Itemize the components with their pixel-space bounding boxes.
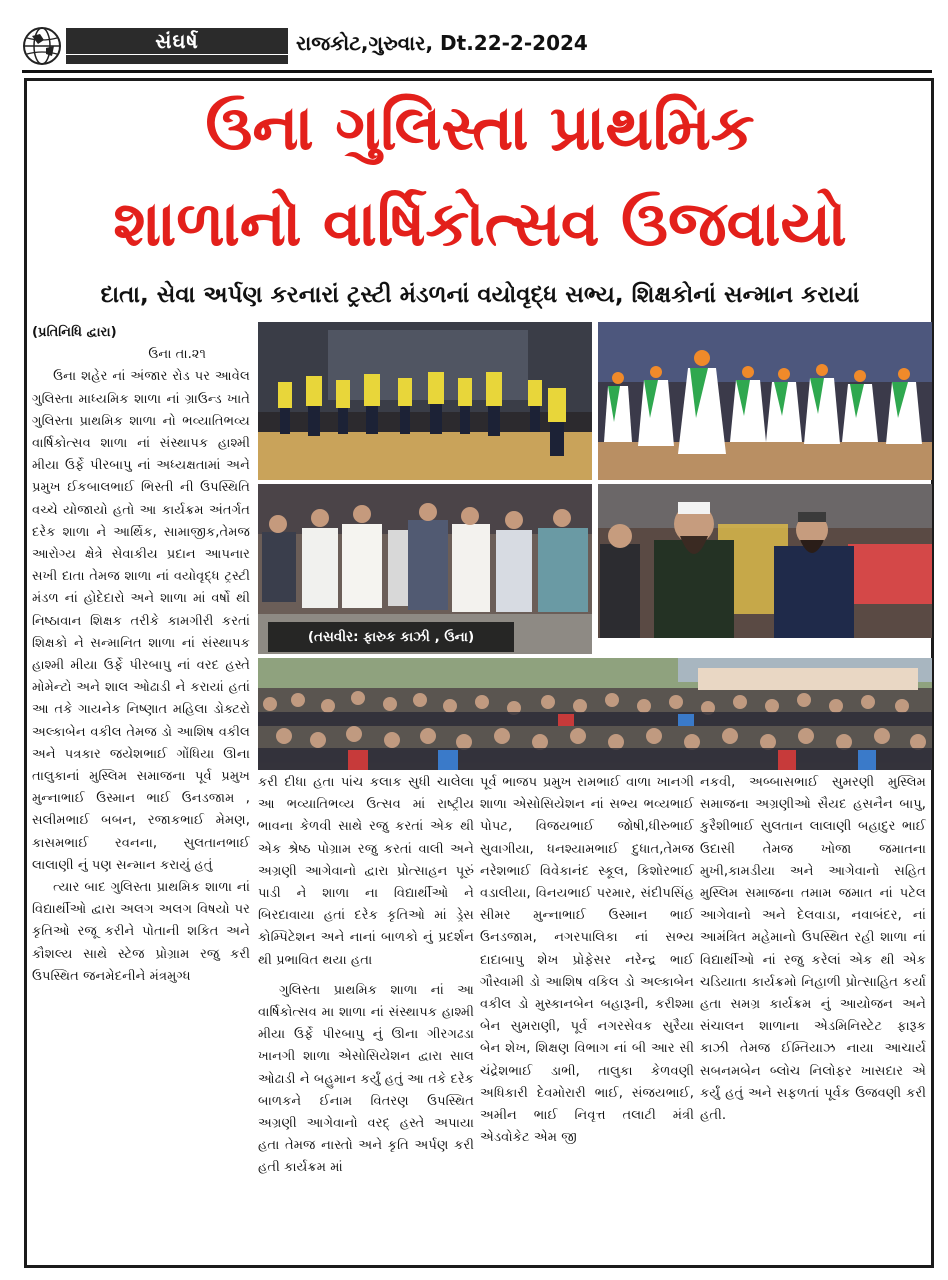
headline-line-2: શાળાનો વાર્ષિકોત્સવ ઉજવાયો (113, 187, 847, 260)
paragraph: ઉના શહેર નાં અંજાર રોડ પર આવેલ ગુલિસ્તા માધ્યમિક શાળા નાં ગ્રાઉન્ડ ખાતે ગુલિસ્તા પ્રાથમિક શાળા નો ભવ્યાતિભવ્ય વાર્ષિકોત્સવ શાળા નાં સંસ્થાપક હાશ્મી મીયા ઉર્ફે પીરબાપુ નાં અધ્યક્ષતામાં અને પ્રમુખ ઈકબાલભાઈ ભિસ્તી ની ઉપસ્થિતિ વચ્ચે યોજાયો હતો આ કાર્યક્રમ અંતર્ગત દરેક શાળા ને આર્થિક, સામાજીક,તેમજ આરોગ્ય ક્ષેત્રે સેવાકીય પ્રદાન આપનાર સખી દાતા તેમજ શાળા નાં વયોવૃદ્ધ ટ્રસ્ટી મંડળ નાં હોદેદારો અને શાળા માં વર્ષો થી નિષ્ઠાવાન શિક્ષક તરીકે કામગીરી કરતાં શિક્ષકો ને સન્માનિત શાળા નાં સંસ્થાપક હાશ્મી મીયા ઉર્ફે પીરબાપુ નાં વરદ હસ્તે મોમેન્ટો અને શાલ ઓઢાડી ને કરાયાં હતાં આ તકે ગાયનેક નિષ્ણાત મહિલા ડોક્ટરો અલ્કાબેન વકીલ તેમજ ડો આશિષ વકીલ અને પત્રકાર જયેશભાઈ ગોંધિયા ઊના તાલુકાનાં મુસ્લિમ સમાજના પૂર્વ પ્રમુખ મુન્નાભાઈ ઉસ્માન ભાઈ ઉનડજામ , સલીમભાઈ બબન, રજાકભાઈ મેમણ, કાસમભાઈ રવનના, સુલતાનભાઈ લાલાણી નું પણ સન્માન કરાયું હતું (32, 369, 250, 873)
article-column-4 (700, 772, 926, 1127)
article-column-3 (480, 772, 694, 1149)
paragraph: નકવી, અબ્બાસભાઈ સુમરણી મુસ્લિમ સમાજના અગ્રણીઓ સૈયદ હસનૈન બાપુ, કુરૈશીભાઈ સુલતાન લાલાણી બહાદુર ભાઈ ઉદાસી તેમજ ખોજા જમાતના મુખી,કામડીયા અને આગેવાનો સહિત મુસ્લિમ સમાજના તમામ જમાત નાં પટેલ આગેવાનો અને દેલવાડા, નવાબંદર, નાં આમંત્રિત મહેમાનો ઉપસ્થિત રહી શાળા નાં વિદ્યાર્થીઓ નાં રજુ કરેલાં એક થી એક ચડિયાતા કાર્યક્રમો નિહાળી પ્રોત્સાહિત કર્યા હતા સમગ્ર કાર્યક્રમ નું આયોજન અને સંચાલન શાળાના એડમિનિસ્ટેટ ફારૂક કાઝી તેમજ ઈમ્તિયાઝ નાયા આચાર્ય સબનમબેન બ્લોચ નિલોફર ખાસદાર એ કર્યું હતું અને સફળતાં પૂર્વક ઉજવણી કરી હતી. (700, 775, 926, 1124)
article-column-1 (32, 322, 250, 988)
logo-tagline-bar (66, 55, 288, 64)
newspaper-logo: સંઘર્ષ (66, 28, 288, 54)
paragraph: ગુલિસ્તા પ્રાથમિક શાળા નાં આ વાર્ષિકોત્સવ મા શાળા નાં સંસ્થાપક હાશ્મી મીયા ઉર્ફે પીરબાપુ નું ઊના ગીરગઢડા ખાનગી શાળા એસોસિયેશન દ્વારા સાલ ઓઢાડી ને બહુમાન કર્યું હતું આ તકે દરેક બાળકને ઈનામ વિતરણ ઉપસ્થિત અગ્રણી આગેવાનો વરદ્ હસ્તે અપાયા હતા તેમજ નાસ્તો અને કૃતિ અર્પણ કરી હતી કાર્યક્રમ માં (258, 982, 474, 1176)
masthead (22, 24, 932, 68)
issue-dateline: રાજકોટ,ગુરુવાર, Dt.22-2-2024 (296, 31, 588, 55)
paragraph: ત્યાર બાદ ગુલિસ્તા પ્રાથમિક શાળા નાં વિદ્યાર્થીઓ દ્વારા અલગ અલગ વિષયો પર કૃતિઓ રજૂ કરીને પોતાની શકિત અને કૌશલ્ય સાથે સ્ટેજ પ્રોગ્રામ રજુ કરી ઉપસ્થિત જનમેદનીને મંત્રમુગ્ધ (32, 880, 250, 984)
globe-logo-icon (22, 26, 62, 66)
place-dateline: ઉના તા.૨૧ (148, 347, 206, 363)
photo-credit-caption: (તસવીર: ફારુક કાઝી , ઉના) (268, 622, 514, 652)
subheadline: દાતા, સેવા અર્પણ કરનારાં ટ્રસ્ટી મંડળનાં વયોવૃદ્ધ સભ્ય, શિક્ષકોનાં સન્માન કરાયાં (100, 282, 860, 308)
photo-girls-tricolour-dance (598, 322, 932, 480)
photo-dignitaries (598, 484, 932, 638)
masthead-rule (22, 70, 932, 73)
byline: (પ્રતિનિધિ દ્વારા) (32, 325, 117, 340)
photo-boys-dance (258, 322, 592, 480)
photo-audience-crowd (258, 658, 932, 770)
paragraph: પૂર્વ ભાજપ પ્રમુખ રામભાઈ વાળા ખાનગી શાળા એસોસિયેશન નાં સભ્ય ભવ્યભાઈ પોપટ, વિજયભાઈ જોષી,ધીરુભાઈ સુવાગીયા, ધનશ્યામભાઈ દુધાત,તેમજ નરેશભાઈ વિવેકાનંદ સ્કૂલ, કિશોરભાઈ વડાલીયા, વિનયભાઈ પરમાર, સંદીપસિંહ સીમર મુન્નાભાઈ ઉસ્માન ભાઈ ઉનડજામ, નગરપાલિકા નાં સભ્ય દાદાબાપુ શેખ પ્રોફેસર નરેન્દ્ર ભાઈ ગૌસ્વામી ડો આશિષ વકિલ ડો અલ્કાબેન વકીલ ડો મુસ્કાનબેન બહારૂની, કરીશ્મા બેન સુમરાણી, પૂર્વ નગરસેવક સુરૈયા બેન શેખ, શિક્ષણ વિભાગ નાં બી આર સી ચંદ્રેશભાઈ ડાભી, તાલુકા કેળવણી અધિકારી દેવમોરારી ભાઈ, સંજયભાઈ, અમીન ભાઈ નિવૃત્ત તલાટી મંત્રી એડવોકેટ એમ જી (480, 775, 694, 1146)
article-column-2 (258, 772, 474, 1180)
paragraph: કરી દીધા હતા પાંચ કલાક સુધી ચાલેલા આ ભવ્યાતિભવ્ય ઉત્સવ માં રાષ્ટ્રીય ભાવના કેળવી સાથે રજુ કરતાં એક થી એક શ્રેષ્ઠ પોગ્રામ રજુ કરતાં વાલી અને અગ્રણી આગેવાનો દ્વારા પ્રોત્સાહન પૂરું પાડી ને શાળા ના વિદ્યાર્થીઓ ને બિરદાવાયા હતાં દરેક કૃતિઓ માં ડ્રેસ કોમ્પિટેશન અને નાનાં બાળકો નું પ્રદર્શન થી પ્રભાવિત થયા હતા (258, 775, 474, 968)
headline-line-1: ઉના ગુલિસ્તા પ્રાથમિક (205, 91, 755, 164)
